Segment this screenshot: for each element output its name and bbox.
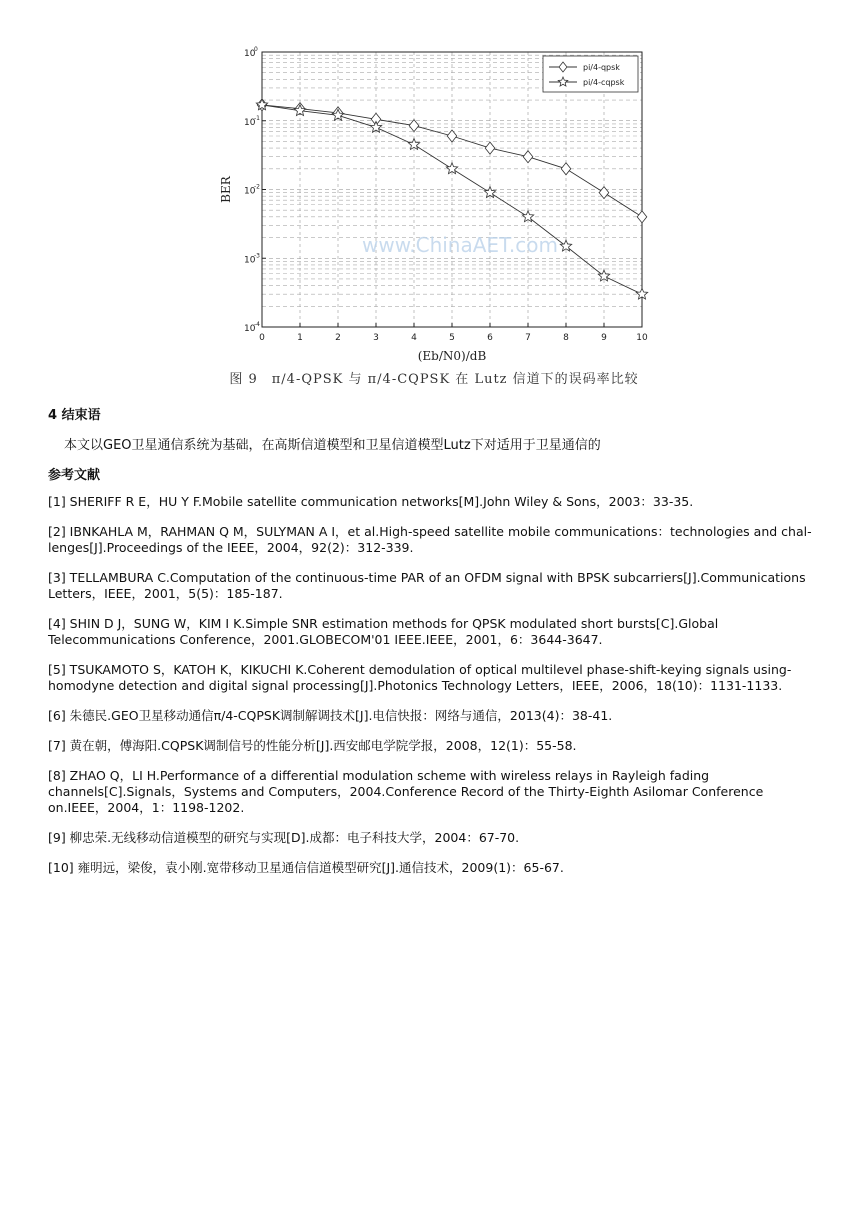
reference-item: [3] TELLAMBURA C.Computation of the continuous-time PAR of an OFDM signal with BPSK subcarriers[J].Communications Letters，IEEE，2001，5(5)：185-187. [48,570,806,601]
x-tick-label: 4 [411,333,417,343]
conclusion-title: 4 结束语 [48,408,101,423]
reference-item: [7] 黄在朝，傅海阳.CQPSK调制信号的性能分析[J].西安邮电学院学报，2008，12(1)：55-58. [48,738,577,753]
y-tick-label: 10 [244,186,256,197]
x-tick-label: 10 [636,333,648,343]
reference-item: [4] SHIN D J，SUNG W，KIM I K.Simple SNR estimation methods for QPSK modulated short bursts[C].Global Telecommunications Conference，2001.GLOBECOM'01 IEEE.IEEE，2001，6：3644-3647. [48,616,719,647]
x-tick-label: 1 [297,333,303,343]
x-tick-label: 9 [601,333,607,343]
x-tick-label: 7 [525,333,531,343]
watermark-text: www.ChinaAET.com [362,233,558,257]
ber-chart [200,40,670,392]
x-tick-label: 5 [449,333,455,343]
figure-caption: 图 9 π/4-QPSK 与 π/4-CQPSK 在 Lutz 信道下的误码率比较 [229,372,639,387]
reference-item: [1] SHERIFF R E，HU Y F.Mobile satellite communication networks[M].John Wiley & Sons，2003：33-35. [48,494,694,509]
reference-item: [8] ZHAO Q，LI H.Performance of a differential modulation scheme with wireless relays in Rayleigh fading channels[C].Signals，Systems and Computers，2004.Conference Record of the Thirty-Eighth Asilomar Conference on.IEEE，2004，1：1198-1202. [48,768,764,815]
y-tick-label: 10 [244,324,256,334]
x-tick-label: 3 [373,333,379,343]
x-tick-label: 2 [335,333,341,343]
y-tick-exponent: -2 [254,183,260,191]
y-tick-exponent: 0 [254,46,258,53]
ber-chart-svg [200,40,670,370]
y-tick-exponent: -1 [254,114,260,122]
reference-item: [9] 柳忠荣.无线移动信道模型的研究与实现[D].成都：电子科技大学，2004：67-70. [48,830,520,845]
reference-item: [10] 雍明远，梁俊，袁小刚.宽带移动卫星通信信道模型研究[J].通信技术，2009(1)：65-67. [48,860,564,875]
x-axis-label: (Eb/N0)/dB [417,349,487,363]
x-tick-label: 8 [563,333,569,343]
y-tick-label: 10 [244,255,256,266]
legend-label: pi/4-qpsk [583,63,620,72]
y-tick-exponent: -4 [254,321,260,328]
conclusion-text: 本文以GEO卫星通信系统为基础，在高斯信道模型和卫星信道模型Lutz下对适用于卫星通信的 [64,438,601,453]
y-tick-exponent: -3 [254,252,260,260]
x-tick-label: 6 [487,333,493,343]
legend-label: pi/4-cqpsk [583,78,625,87]
x-tick-label: 0 [259,333,265,343]
reference-item: [2] IBNKAHLA M，RAHMAN Q M，SULYMAN A I，et al.High-speed satellite mobile communications：technologies and chal-lenges[J].Proceedings of the IEEE，2004，92(2)：312-339. [48,524,812,555]
y-tick-label: 10 [244,49,256,59]
y-axis-label: BER [219,176,233,203]
y-tick-label: 10 [244,117,256,128]
reference-item: [5] TSUKAMOTO S，KATOH K，KIKUCHI K.Coherent demodulation of optical multilevel phase-shift-keying signals using-homodyne detection and digital signal processing[J].Photonics Technology Letters，IEEE，2006，18(10)：1131-1133. [48,662,792,693]
reference-item: [6] 朱德民.GEO卫星移动通信π/4-CQPSK调制解调技术[J].电信快报：网络与通信，2013(4)：38-41. [48,708,613,723]
reference-list [48,494,818,890]
references-title: 参考文献 [48,468,101,483]
